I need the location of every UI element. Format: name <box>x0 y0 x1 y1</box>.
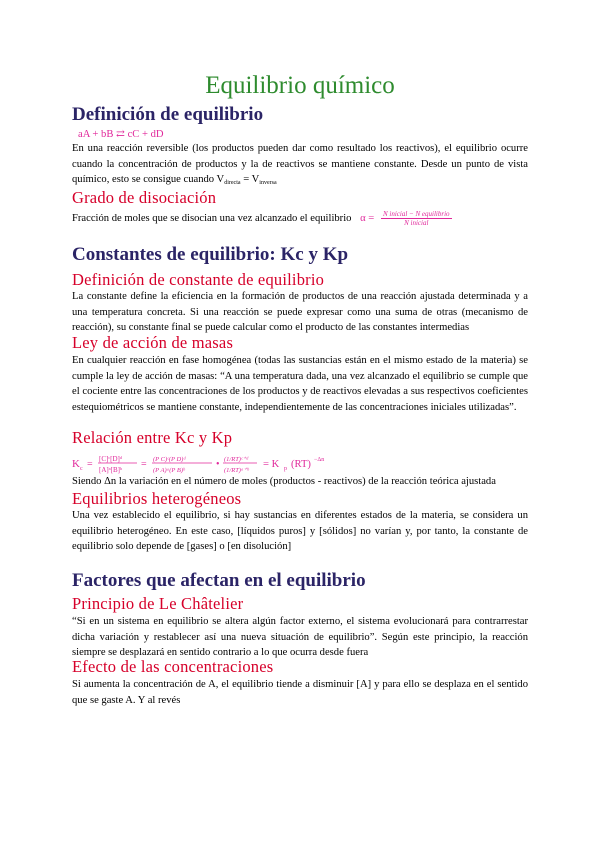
paragraph-ley-masas: En cualquier reacción en fase homogénea (todas las sustancias están en el mismo estado de la materia) se cumple la ley de acción de masas: “A una temperatura dada, una vez alcanzado el equilibrio se cumple que el cociente entre las concentraciones de los productos y de reactivos elevadas a sus respectivos coeficientes estequiométricos se mantiene constante, independientemente de las concentraciones iniciales utilizadas”. <box>72 355 528 413</box>
reaction-equation: aA + bB ⇄ cC + dD <box>78 129 164 140</box>
rt-term: (RT) <box>291 459 311 470</box>
paragraph-siendo: Siendo Δn la variación en el número de moles (productos - reactivos) de la reacción teórica ajustada <box>72 476 496 487</box>
paragraph-le-chatelier: “Si en un sistema en equilibrio se altera algún factor externo, el sistema evolucionará para contrarrestar dicha variación y restablecer así una nueva situación de equilibrio”. Según este principio, la reacción siempre se desplazará en sentido contrario a lo que ocurra desde fuera <box>72 616 528 659</box>
equals-v: = V <box>240 174 260 186</box>
paragraph-heterogeneos: Una vez establecido el equilibrio, si hay sustancias en diferentes estados de la materia, se considera un equilibrio heterogéneo. En este caso, [líquidos puros] y [sólidos] no varían y, por tanto, la constante de equilibrio solo depende de [gases] o [en disolución] <box>72 510 528 553</box>
paragraph-definicion <box>72 141 528 192</box>
frac2-den: (P A)ᵃ(P B)ᵇ <box>153 467 185 474</box>
kp-sub: p <box>284 466 287 472</box>
frac1-num: [C]ᶜ[D]ᵈ <box>99 455 123 463</box>
grado-text: Fracción de moles que se disocian una vez alcanzado el equilibrio <box>72 212 352 224</box>
heading-grado: Grado de disociación <box>72 188 217 207</box>
frac3-den: (1/RT)ᵃ⁺ᵇ <box>224 467 249 474</box>
kc-equals: = <box>87 459 93 470</box>
heading-factores: Factores que afectan en el equilibrio <box>72 570 366 591</box>
v-directa-sub: directa <box>224 180 241 187</box>
frac3-num: (1/RT)ᶜ⁺ᵈ <box>224 456 249 463</box>
rt-exponent: −Δn <box>314 457 325 463</box>
heading-heterogeneos: Equilibrios heterogéneos <box>72 489 242 508</box>
alpha-denominator: N inicial <box>404 219 429 227</box>
heading-definicion: Definición de equilibrio <box>72 104 264 125</box>
paragraph-def-constante: La constante define la eficiencia en la formación de productos de una reacción ajustada determinada y a una temperatura concreta. Si una reacción se puede expresar como una suma de otras (mecanismo de reacción), su constante final se puede calcular como el producto de las constantes intermedias <box>72 291 528 334</box>
heading-def-constante: Definición de constante de equilibrio <box>72 270 325 289</box>
heading-relacion-kc-kp: Relación entre Kc y Kp <box>72 428 233 447</box>
heading-le-chatelier: Principio de Le Châtelier <box>72 594 244 613</box>
heading-ley-masas: Ley de acción de masas <box>72 333 234 352</box>
paragraph-concentraciones: Si aumenta la concentración de A, el equilibrio tiende a disminuir [A] y para ello se desplaza en el sentido que se gaste A. Y al revés <box>72 679 528 706</box>
times-symbol: • <box>216 459 220 470</box>
page-title: Equilibrio químico <box>205 72 395 99</box>
kp-result: = K <box>263 459 280 470</box>
frac1-den: [A]ᵃ[B]ᵇ <box>99 466 123 474</box>
alpha-numerator: N inicial − N equilibrio <box>382 210 450 218</box>
grado-line <box>72 210 452 227</box>
heading-concentraciones: Efecto de las concentraciones <box>72 657 274 676</box>
alpha-fraction <box>381 210 452 227</box>
heading-constantes: Constantes de equilibrio: Kc y Kp <box>72 244 349 265</box>
frac2-num: (P C)ᶜ(P D)ᵈ <box>153 456 186 463</box>
kc-symbol: K <box>72 458 80 470</box>
paragraph-definicion-text: En una reacción reversible (los productos pueden dar como resultado los reactivos), el equilibrio ocurre cuando la concentración de productos y la de reactivos se mantiene constante. Desde un punto de vista químico, esto se consigue cuando V <box>72 143 528 186</box>
v-inversa-sub: inversa <box>259 180 277 187</box>
kc-sub: c <box>80 466 83 472</box>
alpha-symbol: α = <box>360 212 375 224</box>
frac2-equals: = <box>141 459 147 470</box>
